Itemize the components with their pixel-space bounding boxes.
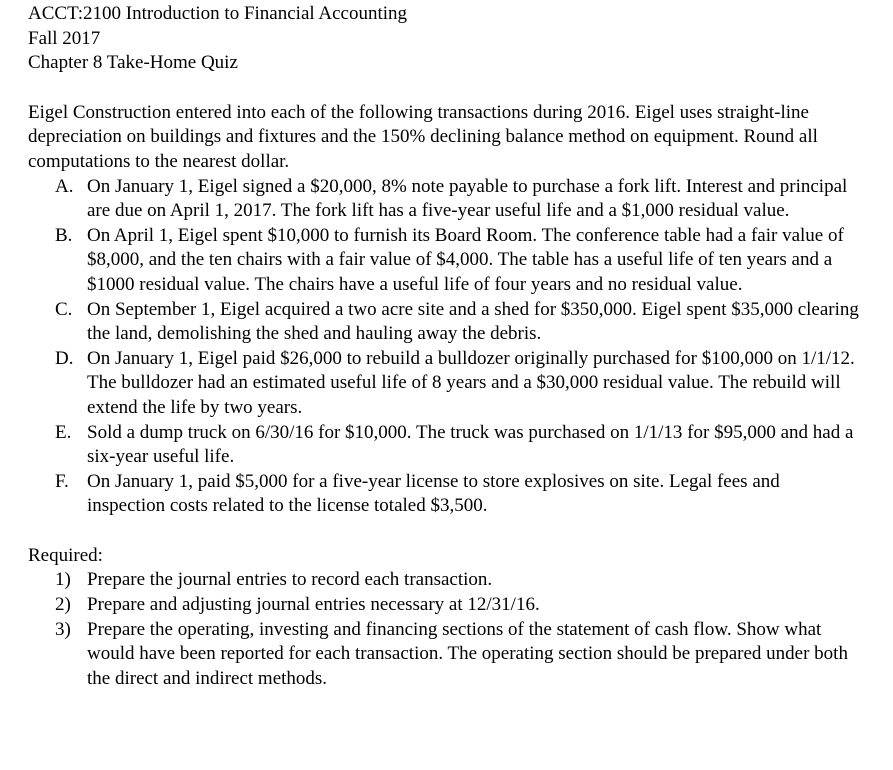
transaction-marker: F. (55, 470, 69, 492)
required-list (28, 568, 873, 691)
transaction-item-e (28, 421, 862, 470)
document-page (28, 2, 873, 691)
transaction-item-d (28, 347, 862, 421)
document-header (28, 2, 873, 76)
required-item-3 (28, 618, 872, 692)
transaction-marker: E. (55, 421, 72, 443)
transaction-text: Sold a dump truck on 6/30/16 for $10,000. The truck was purchased on 1/1/13 for $95,000 and had a six-year useful life. (87, 421, 854, 468)
required-section (28, 544, 873, 692)
intro-paragraph: Eigel Construction entered into each of the following transactions during 2016. Eigel uses straight-line depreciation on buildings and fixtures and the 150% declining balance method on equipment. Round all computations to the nearest dollar. (28, 101, 818, 172)
required-marker: 2) (55, 594, 71, 616)
transaction-text: On January 1, Eigel paid $26,000 to rebuild a bulldozer originally purchased for $100,000 on 1/1/12. The bulldozer had an estimated useful life of 8 years and a $30,000 residual value. The rebuild will extend the life by two years. (87, 347, 855, 418)
transaction-text: On January 1, Eigel signed a $20,000, 8% note payable to purchase a fork lift. Interest and principal are due on April 1, 2017. The fork lift has a five-year useful life and a $1,000 residual value. (87, 175, 848, 222)
required-text: Prepare the journal entries to record each transaction. (87, 569, 493, 591)
required-item-1 (28, 568, 872, 593)
transaction-marker: B. (55, 224, 73, 246)
transaction-text: On April 1, Eigel spent $10,000 to furnish its Board Room. The conference table had a fair value of $8,000, and the ten chairs with a fair value of $4,000. The table has a useful life of ten years and a $1000 residual value. The chairs have a useful life of four years and no residual value. (87, 224, 844, 295)
required-heading: Required: (28, 544, 103, 566)
transaction-text: On September 1, Eigel acquired a two acre site and a shed for $350,000. Eigel spent $35,000 clearing the land, demolishing the shed and hauling away the debris. (87, 298, 859, 345)
required-text: Prepare the operating, investing and financing sections of the statement of cash flow. Show what would have been reported for each transaction. The operating section should be prepared under both the direct and indirect methods. (87, 618, 848, 689)
required-item-2 (28, 593, 872, 618)
transaction-list (28, 175, 873, 519)
transaction-item-b (28, 224, 862, 298)
required-marker: 3) (55, 618, 71, 640)
quiz-title: Chapter 8 Take-Home Quiz (28, 52, 238, 74)
transaction-item-a (28, 175, 862, 224)
transaction-item-f (28, 470, 862, 519)
required-text: Prepare and adjusting journal entries necessary at 12/31/16. (87, 594, 540, 616)
transaction-text: On January 1, paid $5,000 for a five-year license to store explosives on site. Legal fees and inspection costs related to the license totaled $3,500. (87, 470, 780, 517)
transaction-marker: D. (55, 347, 74, 369)
transaction-marker: C. (55, 298, 73, 320)
term-label: Fall 2017 (28, 27, 101, 49)
required-marker: 1) (55, 569, 71, 591)
transaction-marker: A. (55, 175, 74, 197)
course-title: ACCT:2100 Introduction to Financial Accounting (28, 3, 408, 24)
transaction-item-c (28, 298, 862, 347)
